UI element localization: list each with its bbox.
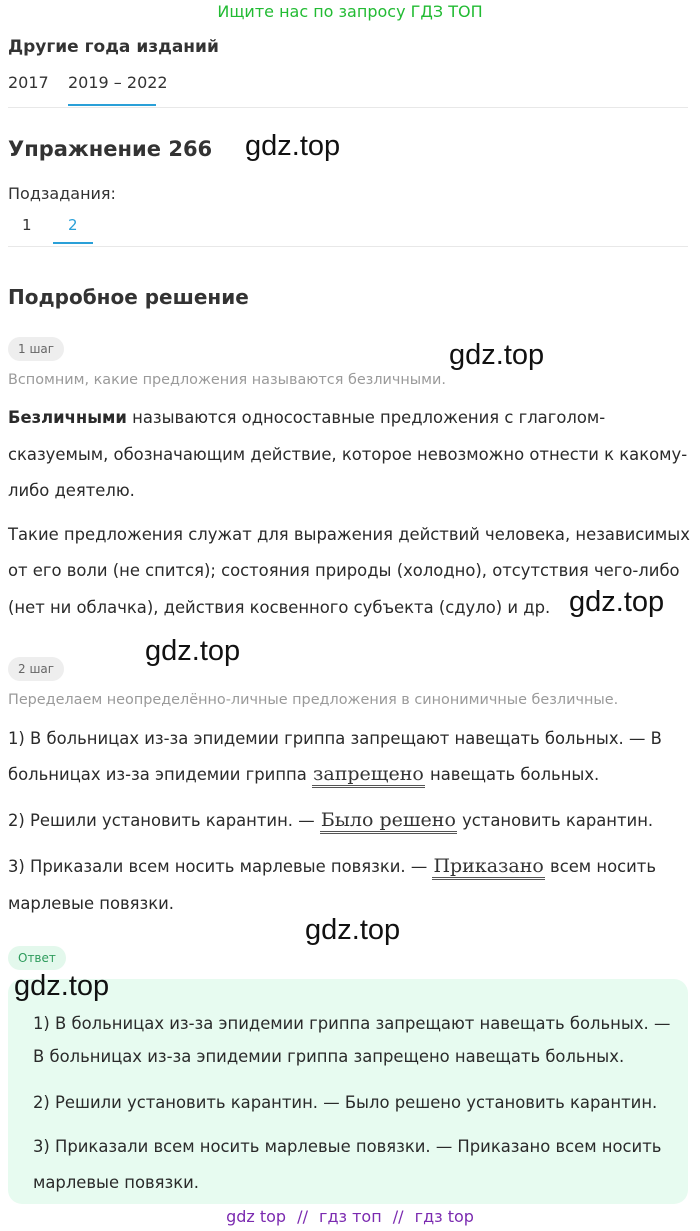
footer-separator: // — [297, 1207, 308, 1226]
sentence-line — [8, 756, 599, 793]
footer-link-2[interactable]: гдз топ — [319, 1207, 382, 1226]
highlighted-predicate: Было решено — [320, 809, 457, 834]
footer-links — [0, 1207, 700, 1226]
step-2-note: Переделаем неопределённо-личные предложения в синонимичные безличные. — [8, 692, 619, 708]
answer-badge: Ответ — [8, 946, 66, 970]
paragraph-line: Такие предложения служат для выражения действий человека, независимых — [8, 525, 690, 544]
watermark: gdz.top — [305, 914, 401, 946]
other-years-heading: Другие года изданий — [8, 37, 219, 57]
watermark: gdz.top — [14, 970, 110, 1002]
watermark: gdz.top — [145, 635, 241, 667]
watermark: gdz.top — [569, 586, 665, 618]
exercise-title: Упражнение 266 — [8, 137, 213, 161]
highlighted-predicate: запрещено — [312, 763, 425, 788]
answer-line: марлевые повязки. — [33, 1173, 200, 1192]
watermark: gdz.top — [449, 339, 545, 371]
answer-line: 2) Решили установить карантин. — Было решено установить карантин. — [33, 1093, 658, 1112]
sentence-line: 1) В больницах из-за эпидемии гриппа запрещают навещать больных. — В — [8, 729, 662, 748]
answer-line: В больницах из-за эпидемии гриппа запрещено навещать больных. — [33, 1047, 625, 1066]
step-2-badge: 2 шаг — [8, 657, 64, 681]
paragraph-line — [8, 399, 605, 436]
bold-term: Безличными — [8, 408, 127, 427]
sentence-line — [8, 848, 656, 885]
year-tab-2017[interactable]: 2017 — [8, 73, 49, 92]
sentence-line — [8, 802, 653, 839]
year-tab-2019-2022[interactable]: 2019 – 2022 — [68, 73, 168, 92]
sentence-text: установить карантин. — [456, 811, 654, 830]
subtask-tab-2[interactable]: 2 — [68, 216, 78, 234]
paragraph-text: называются односоставные предложения с глаголом- — [126, 408, 606, 427]
solution-title: Подробное решение — [8, 285, 249, 309]
sentence-text: 2) Решили установить карантин. — — [8, 811, 320, 830]
active-year-indicator — [68, 104, 156, 106]
subtask-tab-1[interactable]: 1 — [22, 216, 32, 234]
subtasks-label: Подзадания: — [8, 184, 116, 203]
step-1-note: Вспомним, какие предложения называются безличными. — [8, 372, 446, 388]
sentence-text: больницах из-за эпидемии гриппа — [8, 765, 313, 784]
top-banner[interactable]: Ищите нас по запросу ГДЗ ТОП — [217, 2, 483, 21]
sentence-text: навещать больных. — [424, 765, 600, 784]
step-1-badge: 1 шаг — [8, 337, 64, 361]
divider — [8, 107, 688, 108]
answer-line: 1) В больницах из-за эпидемии гриппа запрещают навещать больных. — — [33, 1014, 671, 1033]
footer-link-3[interactable]: гдз top — [414, 1207, 474, 1226]
sentence-text: 3) Приказали всем носить марлевые повязки. — — [8, 857, 433, 876]
footer-link-1[interactable]: gdz top — [226, 1207, 287, 1226]
answer-line: 3) Приказали всем носить марлевые повязки. — Приказано всем носить — [33, 1137, 662, 1156]
footer-separator: // — [392, 1207, 404, 1226]
watermark: gdz.top — [245, 130, 341, 162]
sentence-line: марлевые повязки. — [8, 894, 175, 913]
paragraph-line: от его воли (не спится); состояния природы (холодно), отсутствия чего-либо — [8, 561, 680, 580]
active-subtask-indicator — [53, 242, 93, 244]
highlighted-predicate: Приказано — [432, 855, 544, 880]
sentence-text: всем носить — [544, 857, 657, 876]
answer-box — [8, 979, 688, 1204]
paragraph-line: (нет ни облачка), действия косвенного субъекта (сдуло) и др. — [8, 598, 551, 617]
paragraph-line: либо деятелю. — [8, 481, 135, 500]
paragraph-line: сказуемым, обозначающим действие, которое невозможно отнести к какому- — [8, 445, 688, 464]
divider — [8, 246, 688, 247]
